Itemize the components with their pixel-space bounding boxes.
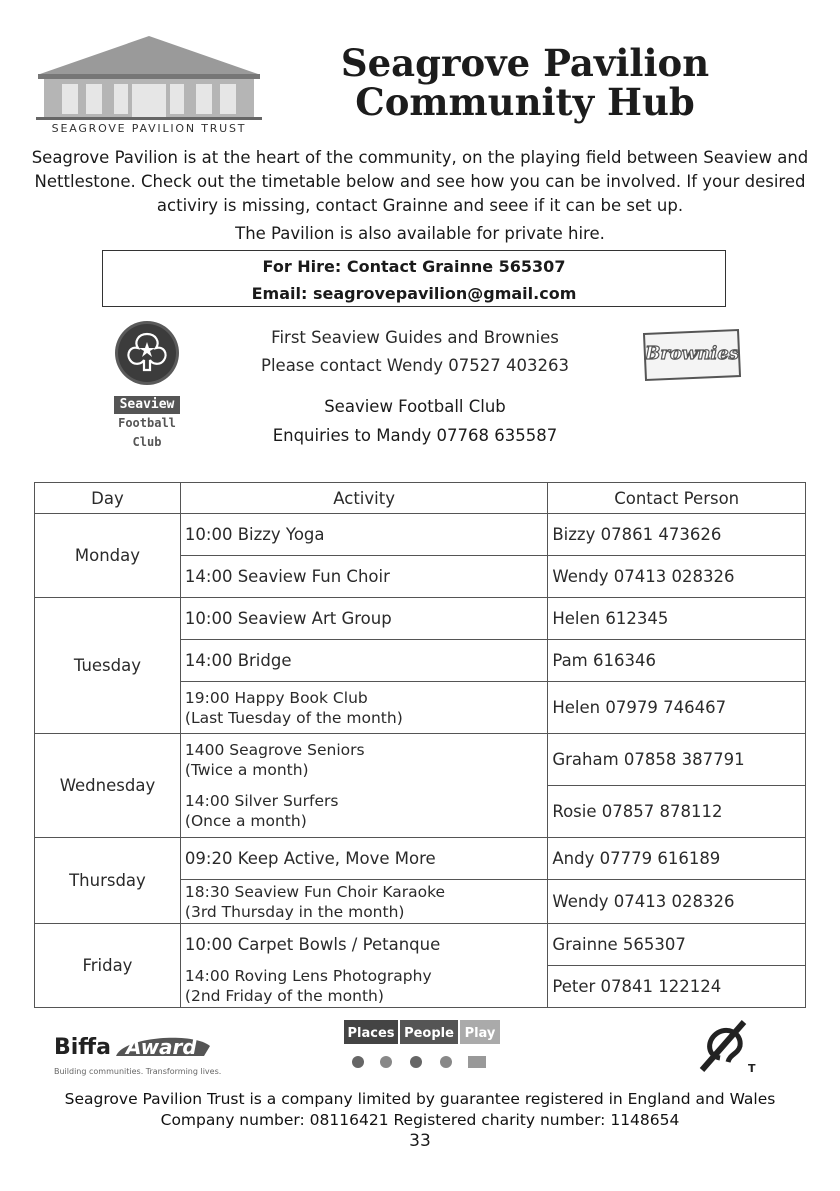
header-contact: Contact Person xyxy=(548,483,806,514)
table-header-row xyxy=(35,483,806,514)
football-contact: Enquiries to Mandy 07768 635587 xyxy=(272,426,558,445)
svg-text:Brownies: Brownies xyxy=(645,343,739,364)
contact-cell: Wendy 07413 028326 xyxy=(548,556,806,598)
places-people-play-logo xyxy=(344,1020,504,1076)
footer-line-2: Company number: 08116421 Registered charity number: 1148654 xyxy=(160,1111,680,1129)
contact-cell: Pam 616346 xyxy=(548,640,806,682)
activity-cell xyxy=(180,880,547,924)
activity-title: 1400 Seagrove Seniors xyxy=(184,740,365,759)
activity-cell xyxy=(180,966,547,1008)
timetable xyxy=(34,482,806,1008)
day-friday: Friday xyxy=(35,924,181,1008)
day-wednesday: Wednesday xyxy=(35,734,181,838)
activity-cell xyxy=(180,786,547,838)
hire-contact-box xyxy=(102,250,726,307)
girlguiding-trefoil-icon xyxy=(114,320,180,386)
contact-cell: Bizzy 07861 473626 xyxy=(548,514,806,556)
activity-note: (Last Tuesday of the month) xyxy=(184,708,403,727)
table-row xyxy=(35,924,806,966)
footer-legal xyxy=(20,1089,820,1131)
activity-cell: 09:20 Keep Active, Move More xyxy=(180,838,547,880)
table-row xyxy=(35,838,806,880)
header-activity: Activity xyxy=(180,483,547,514)
activity-cell: 14:00 Seaview Fun Choir xyxy=(180,556,547,598)
contact-cell: Wendy 07413 028326 xyxy=(548,880,806,924)
table-row xyxy=(35,514,806,556)
football-title: Seaview Football Club xyxy=(324,397,506,416)
contact-cell: Helen 07979 746467 xyxy=(548,682,806,734)
contact-cell: Rosie 07857 878112 xyxy=(548,786,806,838)
day-thursday: Thursday xyxy=(35,838,181,924)
svg-text:Play: Play xyxy=(464,1026,496,1041)
day-tuesday: Tuesday xyxy=(35,598,181,734)
guides-brownies-info xyxy=(220,324,610,380)
contact-cell: Graham 07858 387791 xyxy=(548,734,806,786)
title-line-1: Seagrove Pavilion xyxy=(340,41,710,85)
activity-cell xyxy=(180,682,547,734)
svg-text:Biffa: Biffa xyxy=(54,1035,111,1060)
page-number: 33 xyxy=(409,1131,431,1151)
seagrove-pavilion-trust-logo xyxy=(36,34,262,138)
activity-cell xyxy=(180,734,547,786)
football-logo-mid: Football xyxy=(118,416,176,430)
day-monday: Monday xyxy=(35,514,181,598)
seaview-football-club-logo xyxy=(114,396,180,458)
contact-cell: Helen 612345 xyxy=(548,598,806,640)
svg-text:People: People xyxy=(404,1026,454,1041)
guides-title: First Seaview Guides and Brownies xyxy=(271,328,559,347)
pavilion-building-icon xyxy=(36,34,262,122)
activity-title: 14:00 Roving Lens Photography xyxy=(184,967,432,986)
activity-title: 14:00 Silver Surfers xyxy=(184,792,339,811)
hire-email[interactable]: Email: seagrovepavilion@gmail.com xyxy=(251,284,577,303)
table-row xyxy=(35,734,806,786)
guides-contact: Please contact Wendy 07527 403263 xyxy=(261,356,569,375)
logo-caption: SEAGROVE PAVILION TRUST xyxy=(51,122,247,135)
svg-text:T: T xyxy=(748,1062,756,1074)
contact-cell: Grainne 565307 xyxy=(548,924,806,966)
activity-cell: 10:00 Bizzy Yoga xyxy=(180,514,547,556)
activity-cell: 14:00 Bridge xyxy=(180,640,547,682)
page-title xyxy=(300,41,750,124)
intro-paragraph: Seagrove Pavilion is at the heart of the community, on the playing field between Seaview and Nettlestone. Check out the timetable below and see how you can be involved. If your desired activiry is missing, contact Grainne and seee if it can be set up. xyxy=(31,148,809,215)
title-line-2: Community Hub xyxy=(355,80,695,124)
contact-cell: Peter 07841 122124 xyxy=(548,966,806,1008)
football-logo-top: Seaview xyxy=(114,396,180,414)
hearing-loop-icon xyxy=(698,1018,758,1074)
brownies-logo xyxy=(640,326,744,382)
svg-text:Award: Award xyxy=(126,1035,197,1059)
contact-cell: Andy 07779 616189 xyxy=(548,838,806,880)
footer-line-1: Seagrove Pavilion Trust is a company limited by guarantee registered in England and Wales xyxy=(64,1090,776,1108)
activity-note: (Twice a month) xyxy=(184,760,309,779)
svg-text:Places: Places xyxy=(347,1026,395,1041)
activity-cell: 10:00 Carpet Bowls / Petanque xyxy=(180,924,547,966)
activity-title: 19:00 Happy Book Club xyxy=(184,688,368,707)
activity-note: (3rd Thursday in the month) xyxy=(184,902,405,921)
activity-title: 18:30 Seaview Fun Choir Karaoke xyxy=(184,882,446,901)
football-logo-bot: Club xyxy=(132,435,162,449)
biffa-award-logo xyxy=(54,1028,224,1078)
activity-note: (Once a month) xyxy=(184,812,307,831)
private-hire-note: The Pavilion is also available for private hire. xyxy=(235,224,605,243)
table-row xyxy=(35,598,806,640)
hire-contact: For Hire: Contact Grainne 565307 xyxy=(262,257,566,276)
header-day: Day xyxy=(35,483,181,514)
svg-text:Building communities. Transfor: Building communities. Transforming lives. xyxy=(54,1067,222,1076)
football-club-info xyxy=(220,392,610,450)
activity-note: (2nd Friday of the month) xyxy=(184,987,384,1006)
activity-cell: 10:00 Seaview Art Group xyxy=(180,598,547,640)
